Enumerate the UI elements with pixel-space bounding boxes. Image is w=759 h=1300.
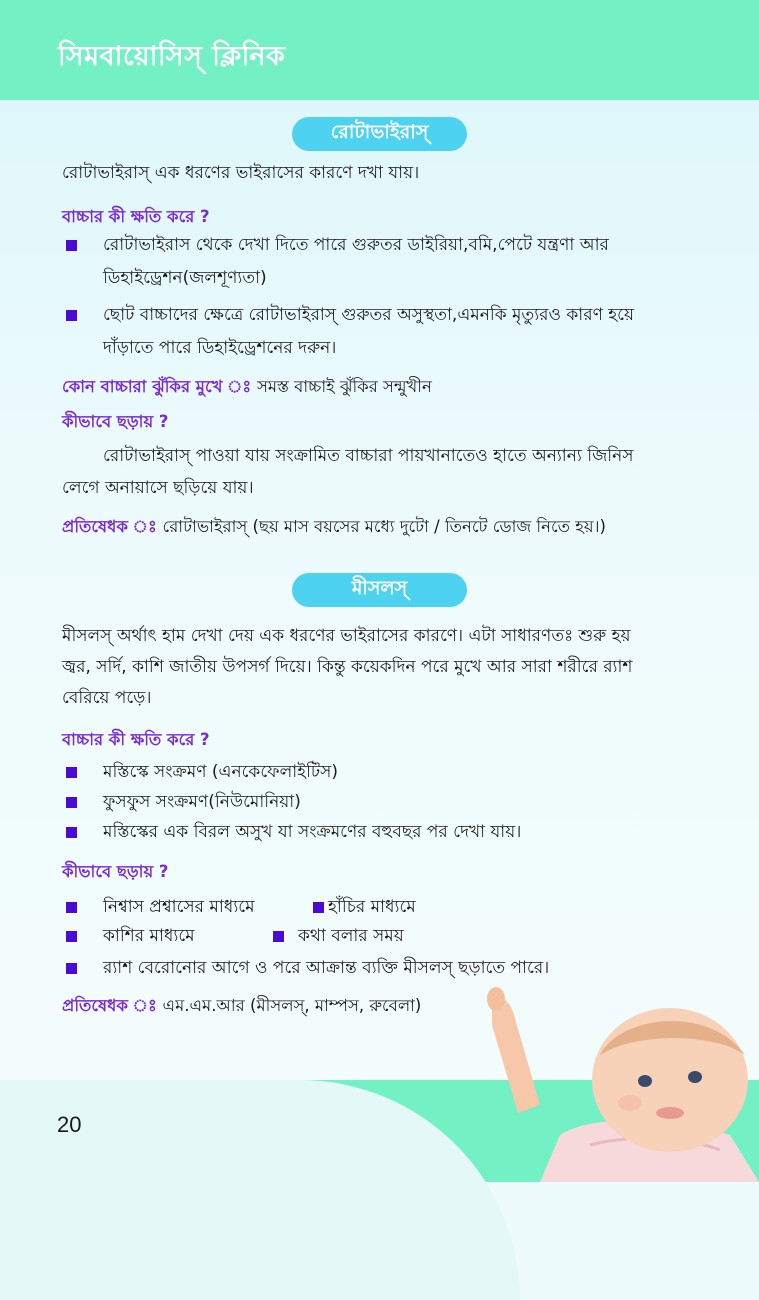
measles-harm-1: মস্তিস্কে সংক্রমণ (এনকেফেলাইটিস) [103,762,339,782]
measles-prevent-text: এম.এম.আর (মীসলস্, মাম্পস, রুবেলা) [162,996,422,1015]
bullet-marker [66,767,77,778]
bullet-marker [273,931,284,942]
measles-prevent-line [62,993,421,1020]
bullet-marker [66,902,77,913]
measles-spread-b: হাঁচির মাধ্যমে [328,897,416,917]
measles-prevent-heading: প্রতিষেধক ঃ [62,996,157,1015]
measles-harm-2: ফুসফুস সংক্রমণ(নিউমোনিয়া) [103,792,301,812]
rotavirus-prevent-heading: প্রতিষেধক ঃ [62,517,157,536]
rotavirus-prevent-line [62,514,606,541]
bullet-marker [66,827,77,838]
rotavirus-intro: রোটাভাইরাস্ এক ধরণের ভাইরাসের কারণে দখা যায়। [62,163,420,183]
rotavirus-harm-1-line1: রোটাভাইরাস থেকে দেখা দিতে পারে গুরুতর ডাইরিয়া,বমি,পেটে যন্ত্রণা আর [103,235,609,255]
rotavirus-risk-heading: কোন বাচ্চারা ঝুঁকির মুখে ঃ [62,377,252,396]
rotavirus-harm-2-line1: ছোট বাচ্চাদের ক্ষেত্রে রোটাভাইরাস্ গুরুতর অসুস্থতা,এমনকি মৃত্যুরও কারণ হয়ে [103,305,635,325]
measles-intro-line2: জ্বর, সর্দি, কাশি জাতীয় উপসর্গ দিয়ে। কিন্তু কয়েকদিন পরে মুখে আর সারা শরীরে র‍্যাশ [62,657,633,677]
measles-harm-heading: বাচ্চার কী ক্ষতি করে ? [62,730,210,749]
rotavirus-harm-1-line2: ডিহাইড্রেশন(জলশূণ্যতা) [103,268,267,288]
measles-harm-3: মস্তিস্কের এক বিরল অসুখ যা সংক্রমণের বহুবছর পর দেখা যায়। [103,822,522,842]
measles-intro-line1: মীসলস্ অর্থাৎ হাম দেখা দেয় এক ধরণের ভাইরাসের কারণে। এটা সাধারণতঃ শুরু হয় [62,626,631,646]
rotavirus-harm-2-line2: দাঁড়াতে পারে ডিহাইড্রেশনের দরুন। [103,338,337,358]
measles-intro-line3: বেরিয়ে পড়ে। [62,688,152,708]
page-title: সিমবায়োসিস্ ক্লিনিক [58,41,286,72]
measles-spread-d: কথা বলার সময় [298,926,404,946]
bullet-marker [66,963,77,974]
rotavirus-risk-text: সমস্ত বাচ্চাই ঝুঁকির সন্মুখীন [256,377,432,396]
rotavirus-spread-line2: লেগে অনায়াসে ছড়িয়ে যায়। [62,478,254,498]
bullet-marker [66,797,77,808]
section-pill-measles: মীসলস্ [292,573,467,607]
rotavirus-risk-line [62,374,432,401]
rotavirus-harm-heading: বাচ্চার কী ক্ষতি করে ? [62,207,210,226]
measles-spread-heading: কীভাবে ছড়ায় ? [62,862,169,881]
rotavirus-spread-line1: রোটাভাইরাস্ পাওয়া যায় সংক্রামিত বাচ্চারা পায়খানাতেও হাতে অন্যান্য জিনিস [103,446,634,466]
bullet-marker [313,902,324,913]
bullet-marker [66,240,77,251]
bullet-marker [66,931,77,942]
page-header [0,0,759,100]
rotavirus-prevent-text: রোটাভাইরাস্ (ছয় মাস বয়সের মধ্যে দুটো / তিনটে ডোজ নিতে হয়।) [162,517,606,536]
measles-spread-c: কাশির মাধ্যমে [103,926,195,946]
page-number: 20 [57,1112,82,1137]
bullet-marker [66,310,77,321]
measles-spread-e: র‍্যাশ বেরোনোর আগে ও পরে আক্রান্ত ব্যক্তি মীসলস্ ছড়াতে পারে। [103,958,550,978]
baby-pointing-image [470,985,759,1182]
rotavirus-spread-heading: কীভাবে ছড়ায় ? [62,412,169,431]
section-pill-rotavirus: রোটাভাইরাস্ [292,117,467,151]
measles-spread-a: নিশ্বাস প্রশ্বাসের মাধ্যমে [103,897,255,917]
